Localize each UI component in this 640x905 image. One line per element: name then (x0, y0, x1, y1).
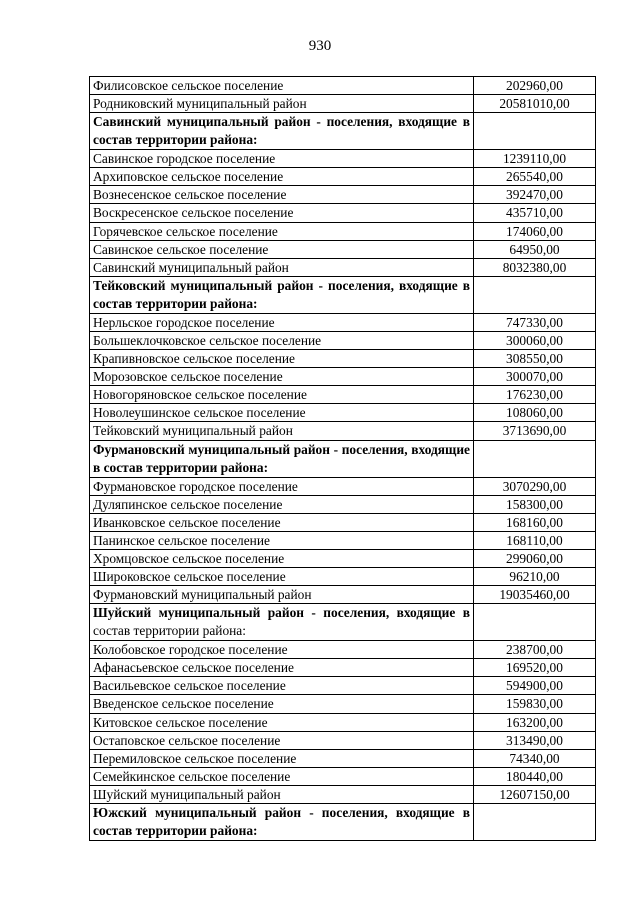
district-heading-row (90, 440, 596, 477)
settlement-name-cell (90, 150, 474, 168)
settlement-name: Савинский муниципальный район (93, 259, 289, 275)
settlement-name-cell (90, 222, 474, 240)
amount-cell: 435710,00 (474, 204, 596, 222)
settlement-name-cell (90, 659, 474, 677)
settlement-name: Архиповское сельское поселение (93, 169, 284, 185)
table-row (90, 331, 596, 349)
settlements-budget-table (89, 76, 596, 841)
settlement-name-cell (90, 95, 474, 113)
page-number: 930 (308, 38, 332, 54)
table-row (90, 731, 596, 749)
amount-cell: 300070,00 (474, 368, 596, 386)
amount-cell: 96210,00 (474, 567, 596, 585)
amount-cell: 308550,00 (474, 350, 596, 368)
table-row (90, 785, 596, 803)
settlement-name-cell (90, 513, 474, 531)
settlement-name-cell (90, 313, 474, 331)
settlement-name: Иванковское сельское поселение (93, 514, 281, 530)
settlement-name: Воскресенское сельское поселение (93, 205, 294, 221)
settlement-name-cell (90, 422, 474, 440)
district-heading-text: Савинский муниципальный район - поселения, входящие в состав территории района: (93, 114, 470, 148)
settlement-name-cell (90, 495, 474, 513)
settlement-name-cell (90, 258, 474, 276)
settlement-name: Фурмановское городское поселение (93, 478, 298, 494)
settlement-name-cell (90, 677, 474, 695)
amount-cell: 180440,00 (474, 767, 596, 785)
settlement-name-cell (90, 549, 474, 567)
amount-cell: 12607150,00 (474, 785, 596, 803)
settlement-name-cell (90, 168, 474, 186)
amount-cell: 176230,00 (474, 386, 596, 404)
table-row (90, 531, 596, 549)
amount-cell: 8032380,00 (474, 258, 596, 276)
amount-cell (474, 604, 596, 641)
district-heading-cell (90, 113, 474, 150)
table-row (90, 695, 596, 713)
district-heading-row (90, 276, 596, 313)
amount-cell: 158300,00 (474, 495, 596, 513)
amount-cell: 265540,00 (474, 168, 596, 186)
settlement-name: Савинское городское поселение (93, 151, 276, 167)
table-row (90, 240, 596, 258)
settlement-name-cell (90, 404, 474, 422)
settlement-name: Крапивновское сельское поселение (93, 351, 295, 367)
settlement-name-cell (90, 77, 474, 95)
settlement-name: Перемиловское сельское поселение (93, 750, 297, 766)
table-row (90, 350, 596, 368)
settlement-name: Китовское сельское поселение (93, 714, 268, 730)
amount-cell: 747330,00 (474, 313, 596, 331)
settlement-name-cell (90, 186, 474, 204)
amount-cell: 169520,00 (474, 659, 596, 677)
settlement-name-cell (90, 567, 474, 585)
table-row (90, 659, 596, 677)
amount-cell (474, 276, 596, 313)
amount-cell: 174060,00 (474, 222, 596, 240)
amount-cell: 168110,00 (474, 531, 596, 549)
district-heading-text-tail: состав территории района: (93, 623, 246, 639)
settlement-name-cell (90, 386, 474, 404)
settlement-name: Тейковский муниципальный район (93, 423, 293, 439)
amount-cell: 168160,00 (474, 513, 596, 531)
amount-cell (474, 804, 596, 841)
table-row (90, 422, 596, 440)
table-row (90, 186, 596, 204)
table-row (90, 567, 596, 585)
amount-cell: 64950,00 (474, 240, 596, 258)
table-row (90, 258, 596, 276)
settlement-name-cell (90, 586, 474, 604)
settlement-name: Родниковский муниципальный район (93, 96, 307, 112)
table-row (90, 313, 596, 331)
settlement-name-cell (90, 785, 474, 803)
amount-cell: 20581010,00 (474, 95, 596, 113)
table-row (90, 586, 596, 604)
settlement-name-cell (90, 350, 474, 368)
table-row (90, 767, 596, 785)
settlement-name: Широковское сельское поселение (93, 568, 286, 584)
settlement-name-cell (90, 204, 474, 222)
settlement-name: Остаповское сельское поселение (93, 732, 281, 748)
settlement-name-cell (90, 641, 474, 659)
district-heading-text: Тейковский муниципальный район - поселения, входящие в состав территории района: (93, 277, 470, 311)
district-heading-row (90, 113, 596, 150)
table-row (90, 77, 596, 95)
settlement-name: Вознесенское сельское поселение (93, 187, 287, 203)
district-heading-text: Шуйский муниципальный район - поселения, входящие в (93, 605, 470, 621)
table-row (90, 513, 596, 531)
amount-cell (474, 113, 596, 150)
settlement-name: Семейкинское сельское поселение (93, 768, 291, 784)
settlement-name: Филисовское сельское поселение (93, 78, 284, 93)
district-heading-cell (90, 804, 474, 841)
settlement-name: Большеклочковское сельское поселение (93, 332, 322, 348)
settlement-name-cell (90, 713, 474, 731)
district-heading-row (90, 804, 596, 841)
table-row (90, 495, 596, 513)
settlement-name-cell (90, 531, 474, 549)
amount-cell: 19035460,00 (474, 586, 596, 604)
settlement-name: Новогоряновское сельское поселение (93, 387, 307, 403)
settlement-name-cell (90, 240, 474, 258)
settlement-name: Колобовское городское поселение (93, 642, 288, 658)
amount-cell: 3070290,00 (474, 477, 596, 495)
settlement-name-cell (90, 477, 474, 495)
district-heading-cell (90, 440, 474, 477)
amount-cell: 74340,00 (474, 749, 596, 767)
district-heading-text: Фурмановский муниципальный район - поселения, входящие в состав территории района: (93, 441, 470, 475)
settlement-name-cell (90, 695, 474, 713)
settlement-name: Новолеушинское сельское поселение (93, 405, 306, 421)
district-heading-cell (90, 276, 474, 313)
table-row (90, 404, 596, 422)
table-row (90, 641, 596, 659)
table-row (90, 386, 596, 404)
amount-cell: 313490,00 (474, 731, 596, 749)
amount-cell: 159830,00 (474, 695, 596, 713)
table-body (90, 77, 596, 841)
amount-cell: 238700,00 (474, 641, 596, 659)
table-row (90, 677, 596, 695)
settlement-name: Дуляпинское сельское поселение (93, 496, 283, 512)
settlement-name: Панинское сельское поселение (93, 532, 270, 548)
table-row (90, 95, 596, 113)
settlement-name-cell (90, 368, 474, 386)
amount-cell: 202960,00 (474, 77, 596, 95)
settlement-name: Васильевское сельское поселение (93, 678, 286, 694)
district-heading-row (90, 604, 596, 641)
district-heading-cell (90, 604, 474, 641)
settlement-name: Савинское сельское поселение (93, 241, 269, 257)
settlement-name: Нерльское городское поселение (93, 314, 275, 330)
settlement-name: Морозовское сельское поселение (93, 369, 283, 385)
table-row (90, 204, 596, 222)
amount-cell: 163200,00 (474, 713, 596, 731)
settlement-name-cell (90, 331, 474, 349)
amount-cell: 594900,00 (474, 677, 596, 695)
amount-cell: 392470,00 (474, 186, 596, 204)
amount-cell: 299060,00 (474, 549, 596, 567)
settlement-name-cell (90, 749, 474, 767)
amount-cell (474, 440, 596, 477)
table-row (90, 713, 596, 731)
settlement-name: Хромцовское сельское поселение (93, 550, 285, 566)
amount-cell: 108060,00 (474, 404, 596, 422)
settlement-name-cell (90, 731, 474, 749)
district-heading-text: Южский муниципальный район - поселения, входящие в состав территории района: (93, 805, 470, 838)
settlement-name: Шуйский муниципальный район (93, 786, 281, 802)
table-row (90, 477, 596, 495)
amount-cell: 300060,00 (474, 331, 596, 349)
table-row (90, 749, 596, 767)
amount-cell: 1239110,00 (474, 150, 596, 168)
settlement-name: Введенское сельское поселение (93, 696, 274, 712)
table-row (90, 150, 596, 168)
amount-cell: 3713690,00 (474, 422, 596, 440)
settlement-name: Фурмановский муниципальный район (93, 587, 312, 603)
table-row (90, 168, 596, 186)
settlement-name-cell (90, 767, 474, 785)
table-row (90, 222, 596, 240)
table-row (90, 368, 596, 386)
table-row (90, 549, 596, 567)
settlement-name: Афанасьевское сельское поселение (93, 660, 294, 676)
settlement-name: Горячевское сельское поселение (93, 223, 278, 239)
